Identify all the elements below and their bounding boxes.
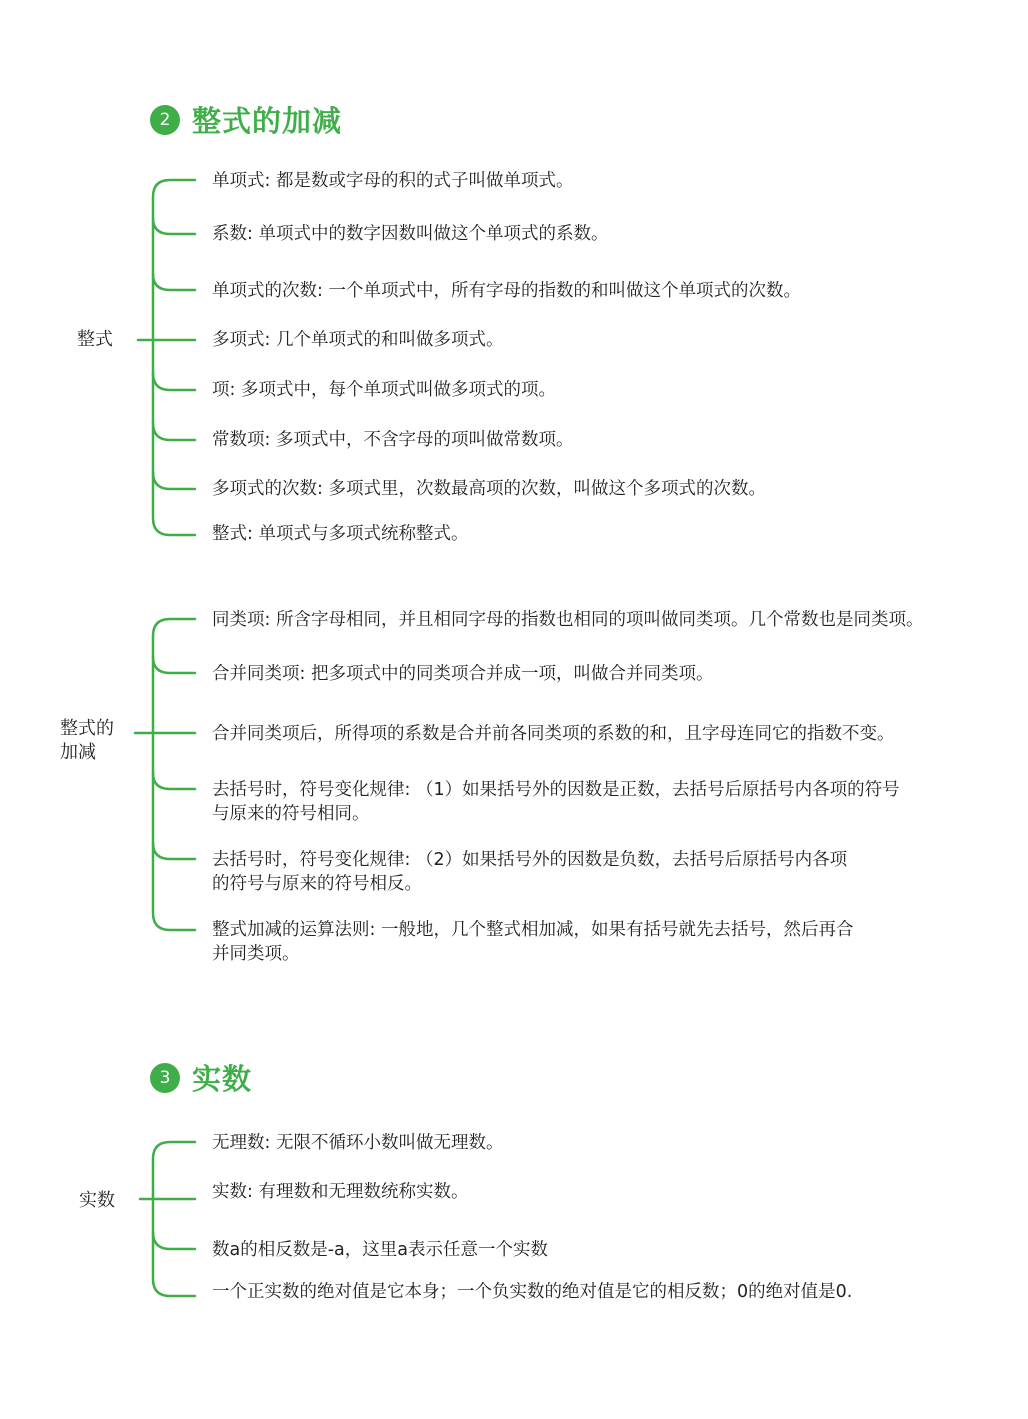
root-label-line2: 加减 bbox=[60, 742, 96, 763]
list-item-line2: 与原来的符号相同。 bbox=[212, 804, 370, 824]
list-item: 数a的相反数是-a，这里a表示任意一个实数 bbox=[212, 1240, 548, 1260]
list-item: 合并同类项后，所得项的系数是合并前各同类项的系数的和，且字母连同它的指数不变。 bbox=[212, 724, 895, 744]
root-label-line1: 整式的 bbox=[60, 718, 114, 739]
list-item: 多项式的次数: 多项式里，次数最高项的次数，叫做这个多项式的次数。 bbox=[212, 479, 766, 499]
list-item: 多项式: 几个单项式的和叫做多项式。 bbox=[212, 330, 504, 350]
list-item: 常数项: 多项式中，不含字母的项叫做常数项。 bbox=[212, 430, 574, 450]
list-item-line1: 整式加减的运算法则: 一般地，几个整式相加减，如果有括号就先去括号，然后再合 bbox=[212, 920, 854, 940]
root-label-zhengshi: 整式 bbox=[77, 329, 113, 350]
list-item-line2: 的符号与原来的符号相反。 bbox=[212, 874, 422, 894]
list-item: 整式: 单项式与多项式统称整式。 bbox=[212, 524, 469, 544]
list-item: 无理数: 无限不循环小数叫做无理数。 bbox=[212, 1133, 504, 1153]
list-item: 项: 多项式中，每个单项式叫做多项式的项。 bbox=[212, 380, 556, 400]
section-title: 实数 bbox=[192, 1062, 253, 1096]
list-item: 同类项: 所含字母相同，并且相同字母的指数也相同的项叫做同类项。几个常数也是同类项。 bbox=[212, 610, 924, 630]
list-item: 合并同类项: 把多项式中的同类项合并成一项，叫做合并同类项。 bbox=[212, 664, 714, 684]
list-item: 单项式的次数: 一个单项式中，所有字母的指数的和叫做这个单项式的次数。 bbox=[212, 281, 801, 301]
list-item-line1: 去括号时，符号变化规律: （2）如果括号外的因数是负数，去括号后原括号内各项 bbox=[212, 850, 848, 870]
section-number-badge: 2 bbox=[150, 105, 180, 135]
list-item: 一个正实数的绝对值是它本身；一个负实数的绝对值是它的相反数；0的绝对值是0. bbox=[212, 1282, 853, 1302]
list-item: 系数: 单项式中的数字因数叫做这个单项式的系数。 bbox=[212, 224, 609, 244]
list-item-line2: 并同类项。 bbox=[212, 944, 300, 964]
section-title: 整式的加减 bbox=[192, 104, 343, 138]
section-number-badge: 3 bbox=[150, 1063, 180, 1093]
list-item: 单项式: 都是数或字母的积的式子叫做单项式。 bbox=[212, 171, 574, 191]
list-item-line1: 去括号时，符号变化规律: （1）如果括号外的因数是正数，去括号后原括号内各项的符号 bbox=[212, 780, 900, 800]
root-label-shishu: 实数 bbox=[79, 1190, 115, 1211]
list-item: 实数: 有理数和无理数统称实数。 bbox=[212, 1182, 469, 1202]
